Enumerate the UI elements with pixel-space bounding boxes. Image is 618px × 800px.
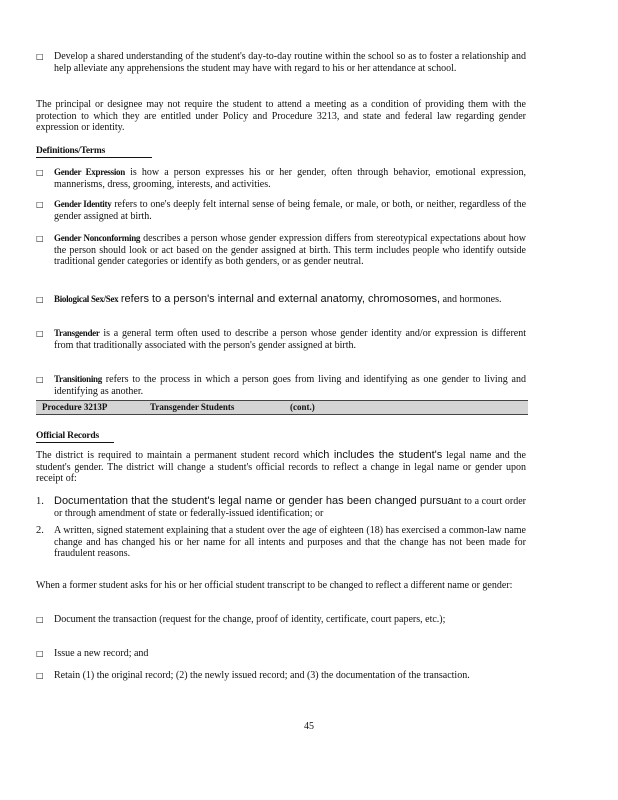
term: Gender Nonconforming — [54, 233, 141, 243]
definitions-heading: Definitions/Terms — [36, 146, 106, 156]
item-number: 1. — [36, 496, 44, 507]
definition-text-large: refers to a person's internal and external anatomy, chromosomes, — [120, 293, 441, 305]
bullet-marker: □ — [36, 329, 44, 338]
bullet-develop-text: Develop a shared understanding of the student's day-to-day routine within the school so as to foster a relationship and help alleviate any apprehensions the student may have with regard to his or her attendance at school. — [54, 51, 526, 74]
item-number: 2. — [36, 525, 44, 536]
bullet-text: Retain (1) the original record; (2) the newly issued record; and (3) the documentation of the transaction. — [54, 670, 470, 681]
procedure-header-bar — [36, 400, 528, 415]
bullet-marker: □ — [36, 671, 44, 680]
bullet-marker: □ — [36, 234, 44, 243]
bullet-retain — [36, 670, 526, 682]
definition-text: and hormones. — [442, 294, 502, 305]
official-records-intro — [36, 450, 526, 485]
item-text: A written, signed statement explaining that a student over the age of eighteen (18) has exercised a common-law name change and has changed his or her name for all intents and purposes and that the change has not been made for fraudulent reasons. — [54, 525, 526, 560]
principal-paragraph: The principal or designee may not require the student to attend a meeting as a condition of providing them with the protection to which they are entitled under Policy and Procedure 3213, and state and federal law regarding gender expression or identity. — [36, 99, 526, 134]
bullet-document — [36, 614, 526, 626]
procedure-number: Procedure 3213P — [42, 402, 108, 412]
definition-text: is a general term often used to describe a person whose gender identity and/or expression is different from that traditionally associated with the person's gender assigned at birth. — [54, 328, 526, 351]
bullet-marker: □ — [36, 375, 44, 384]
intro-text: The district is required to maintain a permanent student record wh — [36, 450, 316, 461]
definition-biological-sex — [36, 294, 526, 306]
bullet-issue — [36, 648, 526, 660]
definition-gender-identity — [36, 199, 526, 222]
bullet-develop — [36, 51, 526, 74]
bullet-marker: □ — [36, 615, 44, 624]
bullet-marker: □ — [36, 295, 44, 304]
procedure-title: Transgender Students — [150, 402, 235, 412]
bullet-marker: □ — [36, 200, 44, 209]
definition-gender-nonconforming — [36, 233, 526, 268]
procedure-cont: (cont.) — [290, 402, 315, 412]
definition-transitioning — [36, 374, 526, 397]
definition-gender-expression — [36, 167, 526, 190]
official-records-underline — [36, 442, 114, 443]
numbered-item-1 — [36, 496, 526, 519]
term: Transgender — [54, 328, 100, 338]
bullet-marker: □ — [36, 649, 44, 658]
item-text: nt to a court order or through amendment of state or federally-issued identification; or — [54, 496, 527, 519]
term: Gender Identity — [54, 199, 112, 209]
official-records-heading: Official Records — [36, 431, 100, 441]
numbered-item-2 — [36, 525, 526, 560]
intro-text-large: ich includes the student's — [315, 449, 443, 461]
definition-text: refers to the process in which a person goes from living and identifying as one gender to living and identifying as another. — [54, 374, 526, 397]
definition-text: describes a person whose gender expression differs from stereotypical expectations about how the person should look or act based on the gender assigned at birth. This term includes people who identify outside traditional gender categories or identify as both genders, or as gender neutral. — [54, 233, 526, 268]
term: Biological Sex/Sex — [54, 294, 119, 304]
page-number: 45 — [304, 721, 314, 732]
intro-text-rest: legal name and the student's gender. The district will change a student's official records to reflect a change in legal name or gender upon receipt of: — [36, 450, 526, 485]
term: Gender Expression — [54, 167, 125, 177]
definition-transgender — [36, 328, 526, 351]
bullet-marker: □ — [36, 52, 44, 61]
bullet-text: Issue a new record; and — [54, 648, 149, 659]
definition-text: is how a person expresses his or her gender, often through behavior, emotional expression, mannerisms, dress, grooming, interests, and activities. — [54, 167, 526, 190]
definitions-heading-underline — [36, 157, 152, 158]
definition-text: refers to one's deeply felt internal sense of being female, or male, or both, or neither, regardless of the gender assigned at birth. — [54, 199, 527, 222]
former-student-paragraph: When a former student asks for his or her official student transcript to be changed to reflect a different name or gender: — [36, 580, 513, 591]
term: Transitioning — [54, 374, 102, 384]
bullet-marker: □ — [36, 168, 44, 177]
item-text-large: Documentation that the student's legal name or gender has been changed pursua — [54, 495, 454, 507]
bullet-text: Document the transaction (request for the change, proof of identity, certificate, court papers, etc.); — [54, 614, 446, 625]
